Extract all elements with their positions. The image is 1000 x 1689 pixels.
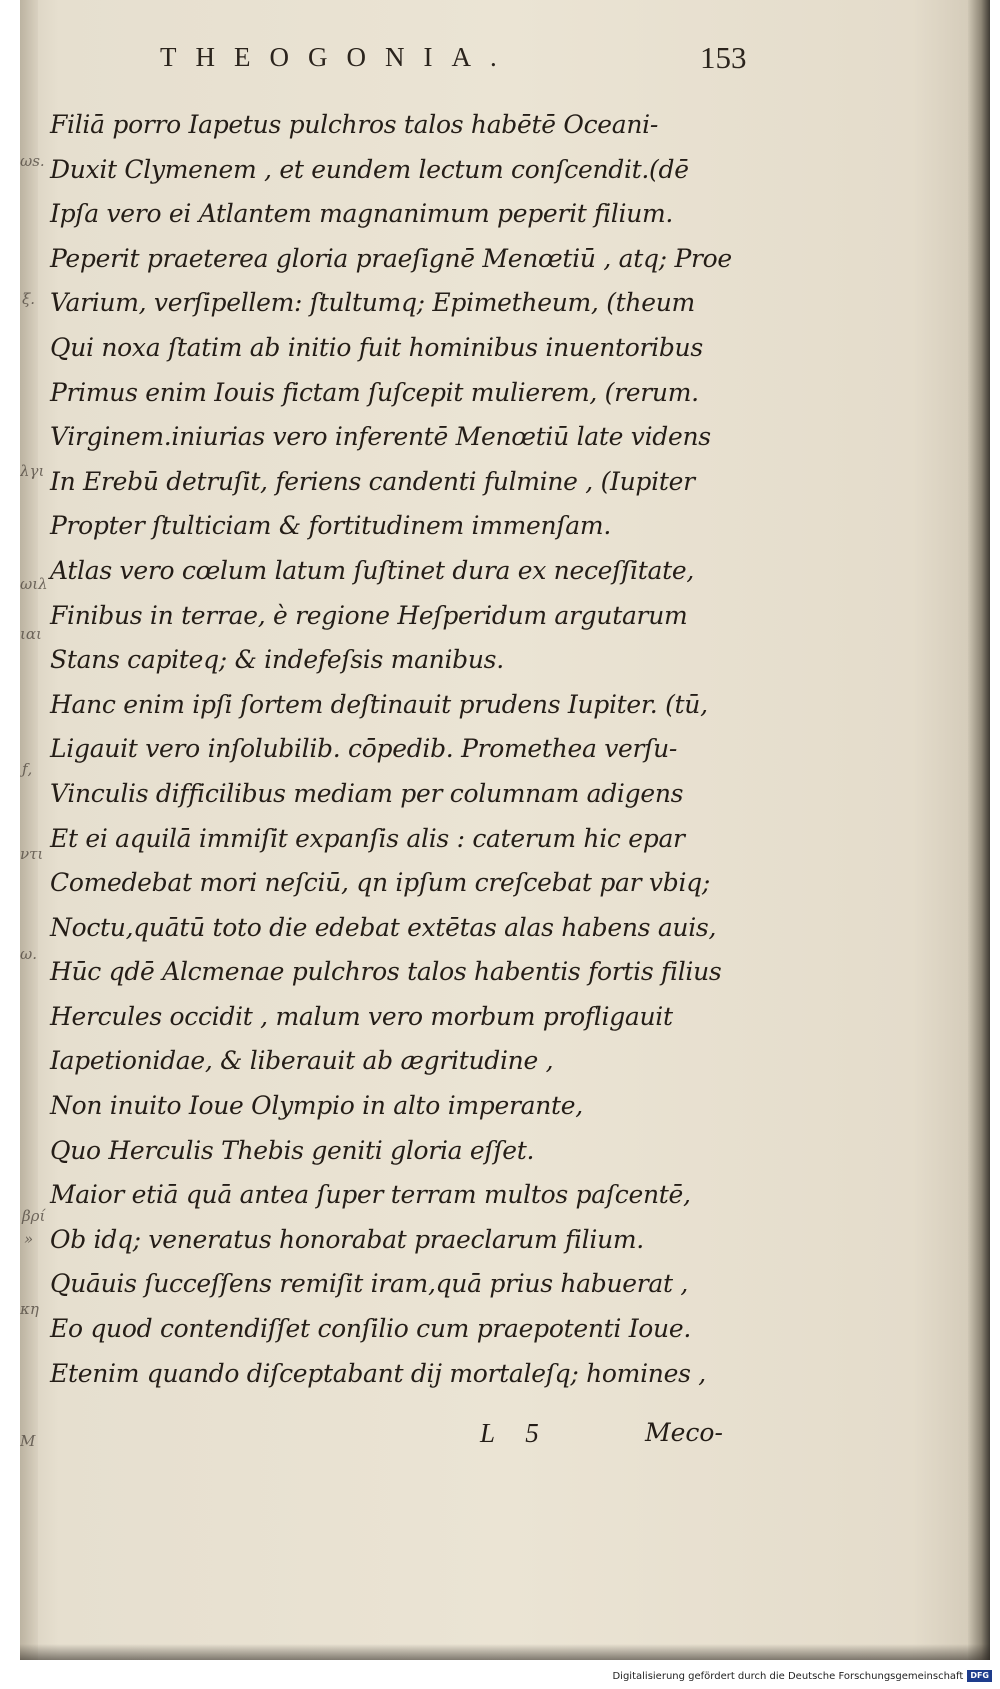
text-line: Propter ſtulticiam & fortitudinem immenſam. [50, 511, 611, 541]
text-line: Ligauit vero inſolubilib. cōpedib. Promethea verſu- [50, 734, 678, 764]
text-line: Primus enim Iouis fictam ſuſcepit mulierem, (rerum. [50, 377, 699, 407]
margin-note: λγι [20, 462, 45, 480]
margin-note: ξ. [22, 290, 36, 308]
text-line: Comedebat mori neſciū, qn ipſum creſcebat par vbiq; [50, 868, 710, 898]
page-number: 153 [700, 40, 747, 75]
margin-note: ιαι [20, 625, 42, 643]
margin-note: ωs. [20, 152, 45, 170]
running-title: THEOGONIA. [160, 42, 516, 72]
text-line: Virginem.iniurias vero inferentē Menœtiū late videns [50, 422, 711, 452]
text-line: Ipſa vero ei Atlantem magnanimum peperit filium. [50, 199, 674, 229]
text-line: Hūc qdē Alcmenae pulchros talos habentis fortis filius [50, 957, 722, 987]
text-line: In Erebū detruſit, feriens candenti fulmine , (Iupiter [50, 466, 695, 496]
verse-text [50, 103, 780, 1396]
margin-note: Μ [20, 1432, 36, 1450]
text-line: Peperit praeterea gloria praeſignē Menœtiū , atq; Proe [50, 243, 732, 273]
text-line: Vinculis difficilibus mediam per columnam adigens [50, 778, 684, 808]
page-gutter [20, 0, 38, 1660]
margin-note: ƒ, [22, 760, 33, 778]
text-line: Maior etiā quā antea ſuper terram multos paſcentē, [50, 1180, 691, 1210]
margin-note: κη [20, 1300, 39, 1318]
margin-note: ω. [20, 945, 37, 963]
page-header [160, 42, 780, 82]
margin-note: ντι [20, 845, 44, 863]
text-line: Varium, verſipellem: ſtultumq; Epimetheum, (theum [50, 288, 695, 318]
text-line: Ob idq; veneratus honorabat praeclarum filium. [50, 1224, 644, 1254]
credit-text: Digitalisierung gefördert durch die Deutsche Forschungsgemeinschaft [612, 1670, 964, 1682]
margin-note: » [24, 1230, 34, 1248]
dfg-logo-icon: DFG [967, 1670, 992, 1682]
text-line: Quo Herculis Thebis geniti gloria eſſet. [50, 1135, 535, 1165]
text-line: Stans capiteq; & indefeſsis manibus. [50, 645, 504, 675]
page-edge [968, 0, 990, 1660]
text-line: Filiā porro Iapetus pulchros talos habētē Oceani- [50, 110, 659, 139]
text-line: Hanc enim ipſi ſortem deſtinauit prudens Iupiter. (tū, [50, 689, 708, 719]
margin-note: ωιλ [20, 575, 48, 593]
text-line: Iapetionidae, & liberauit ab ægritudine , [50, 1046, 554, 1076]
signature-mark: L 5 [480, 1418, 551, 1448]
text-line: Eo quod contendiſſet conſilio cum praepotenti Ioue. [50, 1314, 691, 1344]
text-line: Non inuito Ioue Olympio in alto imperante, [50, 1091, 583, 1121]
book-page [20, 0, 990, 1660]
text-line: Finibus in terrae, è regione Heſperidum argutarum [50, 600, 688, 630]
text-line: Duxit Clymenem , et eundem lectum conſcendit.(dē [50, 154, 689, 184]
text-line: Hercules occidit , malum vero morbum profligauit [50, 1001, 673, 1031]
text-line: Noctu,quātū toto die edebat extētas alas habens auis, [50, 912, 717, 942]
margin-note: βρί [22, 1207, 46, 1225]
page-footer [50, 1418, 780, 1458]
text-line: Atlas vero cœlum latum ſuſtinet dura ex neceſſitate, [50, 555, 694, 585]
digitization-credit [612, 1668, 992, 1684]
text-line: Etenim quando diſceptabant dij mortaleſq; homines , [50, 1358, 706, 1388]
page-bottom-shadow [20, 1644, 990, 1660]
text-line: Et ei aquilā immiſit expanſis alis : caterum hic epar [50, 823, 685, 853]
text-line: Qui noxa ſtatim ab initio fuit hominibus inuentoribus [50, 332, 703, 362]
catchword: Meco- [645, 1418, 723, 1447]
text-line: Quāuis ſucceſſens remiſit iram,quā prius habuerat , [50, 1269, 689, 1299]
